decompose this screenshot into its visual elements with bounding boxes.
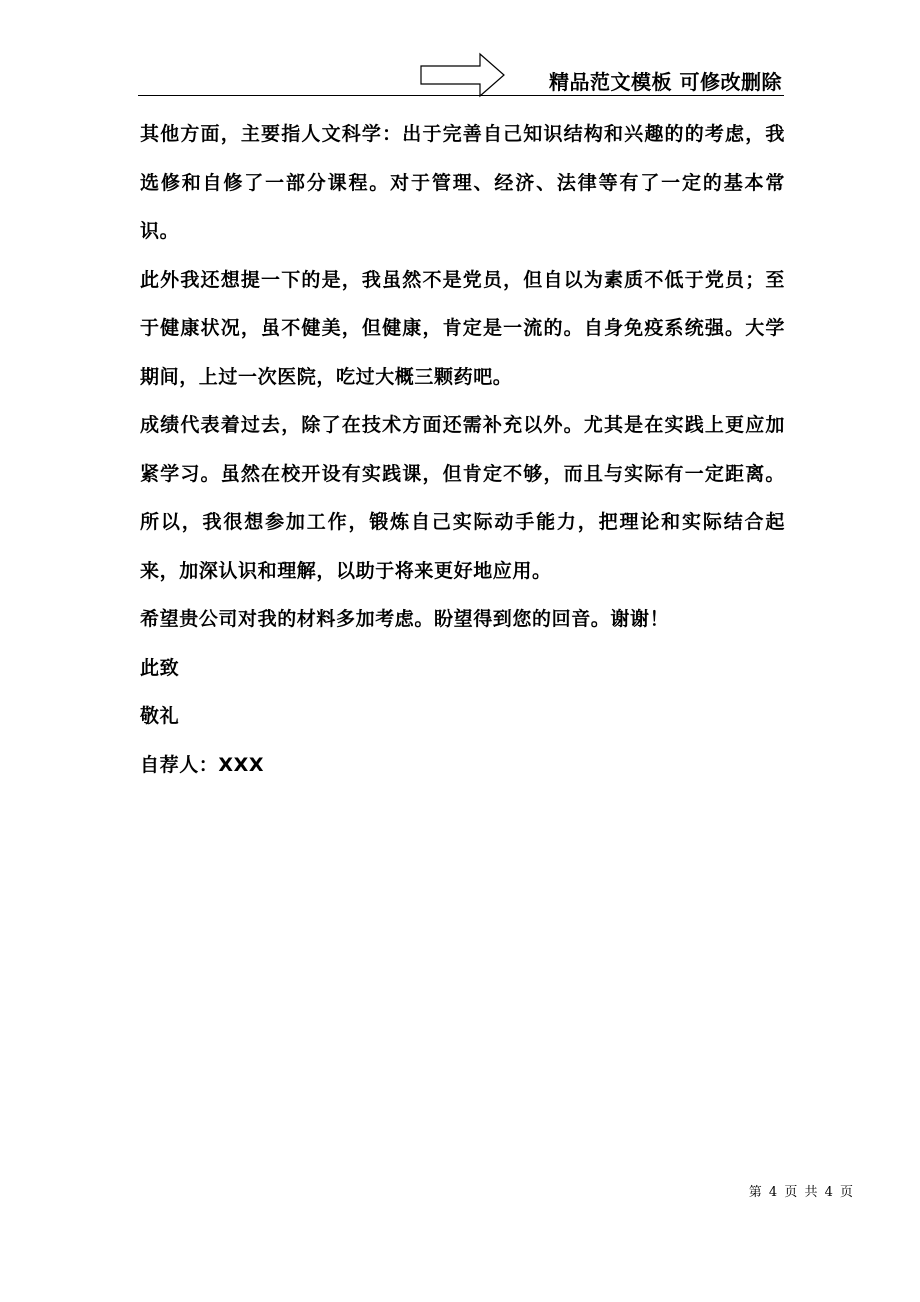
paragraph-text: 敬礼 bbox=[140, 705, 180, 727]
signature-line bbox=[140, 741, 785, 790]
paragraph-text: 自荐人：XXX bbox=[140, 753, 265, 776]
right-arrow-outline-icon bbox=[420, 52, 510, 98]
paragraph-closing-request bbox=[140, 595, 785, 644]
paragraph-health bbox=[140, 256, 785, 402]
paragraph-other-aspects bbox=[140, 110, 785, 256]
page-header bbox=[138, 48, 784, 98]
page-number: 第 4 页 共 4 页 bbox=[748, 1185, 853, 1200]
salutation-jingli bbox=[140, 692, 785, 741]
paragraph-text: 其他方面，主要指人文科学：出于完善自己知识结构和兴趣的的考虑，我选修和自修了一部分课程。对于管理、经济、法律等有了一定的基本常识。 bbox=[140, 123, 785, 242]
header-title: 精品范文模板 可修改删除 bbox=[549, 70, 782, 94]
header-divider bbox=[138, 95, 784, 96]
paragraph-text: 此致 bbox=[140, 656, 180, 679]
paragraph-text: 希望贵公司对我的材料多加考虑。盼望得到您的回音。谢谢！ bbox=[140, 608, 670, 630]
salutation-cizhi bbox=[140, 644, 785, 693]
letter-body bbox=[140, 110, 785, 789]
paragraph-text: 此外我还想提一下的是，我虽然不是党员，但自以为素质不低于党员；至于健康状况，虽不健美，但健康，肯定是一流的。自身免疫系统强。大学期间，上过一次医院，吃过大概三颗药吧。 bbox=[140, 268, 785, 388]
paragraph-practice bbox=[140, 401, 785, 595]
paragraph-text: 成绩代表着过去，除了在技术方面还需补充以外。尤其是在实践上更应加紧学习。虽然在校开设有实践课，但肯定不够，而且与实际有一定距离。所以，我很想参加工作，锻炼自己实际动手能力，把理论和实际结合起来，加深认识和理解，以助于将来更好地应用。 bbox=[140, 414, 785, 582]
